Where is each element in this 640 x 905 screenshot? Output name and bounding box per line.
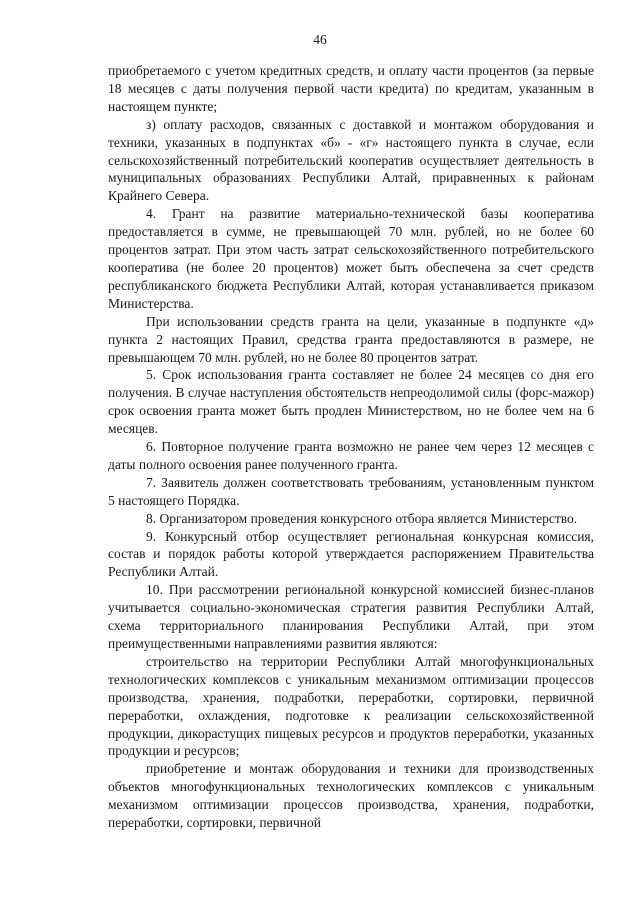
paragraph-item-8: 8. Организатором проведения конкурсного отбора является Министерство. bbox=[146, 510, 578, 526]
paragraph-subitem-z: з) оплату расходов, связанных с доставкой и монтажом оборудования и техники, указанных в подпунктах «б» - «г» настоящего пункта в случае, если сельскохозяйственный потребительский кооператив осуществляет деятельность в муниципальных образованиях Республики Алтай, приравненных к районам Крайнего Севера. bbox=[108, 116, 594, 204]
page-number: 46 bbox=[313, 32, 327, 47]
paragraph-continuation: приобретаемого с учетом кредитных средств, и оплату части процентов (за первые 18 месяцев с даты получения первой части кредита) по кредитам, указанным в настоящем пункте; bbox=[108, 63, 594, 114]
paragraph-item-5: 5. Срок использования гранта составляет не более 24 месяцев со дня его получения. В случае наступления обстоятельств непреодолимой силы (форс-мажор) срок освоения гранта может быть продлен Министерством, но не более чем на 6 месяцев. bbox=[108, 367, 594, 437]
document-body bbox=[108, 62, 594, 832]
paragraph-item-9: 9. Конкурсный отбор осуществляет региональная конкурсная комиссия, состав и порядок работы которой утверждается распоряжением Правительства Республики Алтай. bbox=[108, 528, 594, 580]
paragraph-direction-equipment: приобретение и монтаж оборудования и техники для производственных объектов многофункциональных технологических комплексов с уникальным механизмом оптимизации процессов производства, хранения, подработки, переработки, сортировки, первичной bbox=[108, 761, 594, 831]
paragraph-item-7: 7. Заявитель должен соответствовать требованиям, установленным пунктом 5 настоящего Порядка. bbox=[108, 474, 594, 508]
paragraph-direction-construction: строительство на территории Республики Алтай многофункциональных технологических комплексов с уникальным механизмом оптимизации процессов производства, хранения, подработки, переработки, сортировки, первичной переработки, охлаждения, подготовке к реализации сельскохозяйственной продукции, дикорастущих пищевых ресурсов и продуктов переработки, указанных продукции и ресурсов; bbox=[108, 653, 594, 759]
paragraph-item-4-note: При использовании средств гранта на цели, указанные в подпункте «д» пункта 2 настоящих Правил, средства гранта предоставляются в размере, не превышающем 70 млн. рублей, но не более 80 процентов затрат. bbox=[108, 313, 594, 365]
paragraph-item-4: 4. Грант на развитие материально-технической базы кооператива предоставляется в сумме, не превышающей 70 млн. рублей, но не более 60 процентов затрат. При этом часть затрат сельскохозяйственного потребительского кооператива (не более 20 процентов) может быть обеспечена за счет средств республиканского бюджета Республики Алтай, которая устанавливается приказом Министерства. bbox=[108, 206, 594, 311]
paragraph-item-6: 6. Повторное получение гранта возможно не ранее чем через 12 месяцев с даты полного освоения ранее полученного гранта. bbox=[108, 439, 594, 472]
paragraph-item-10: 10. При рассмотрении региональной конкурсной комиссией бизнес-планов учитывается социально-экономическая стратегия развития Республики Алтай, схема территориального планирования Республики Алтай, при этом преимущественными направлениями развития являются: bbox=[108, 582, 594, 651]
